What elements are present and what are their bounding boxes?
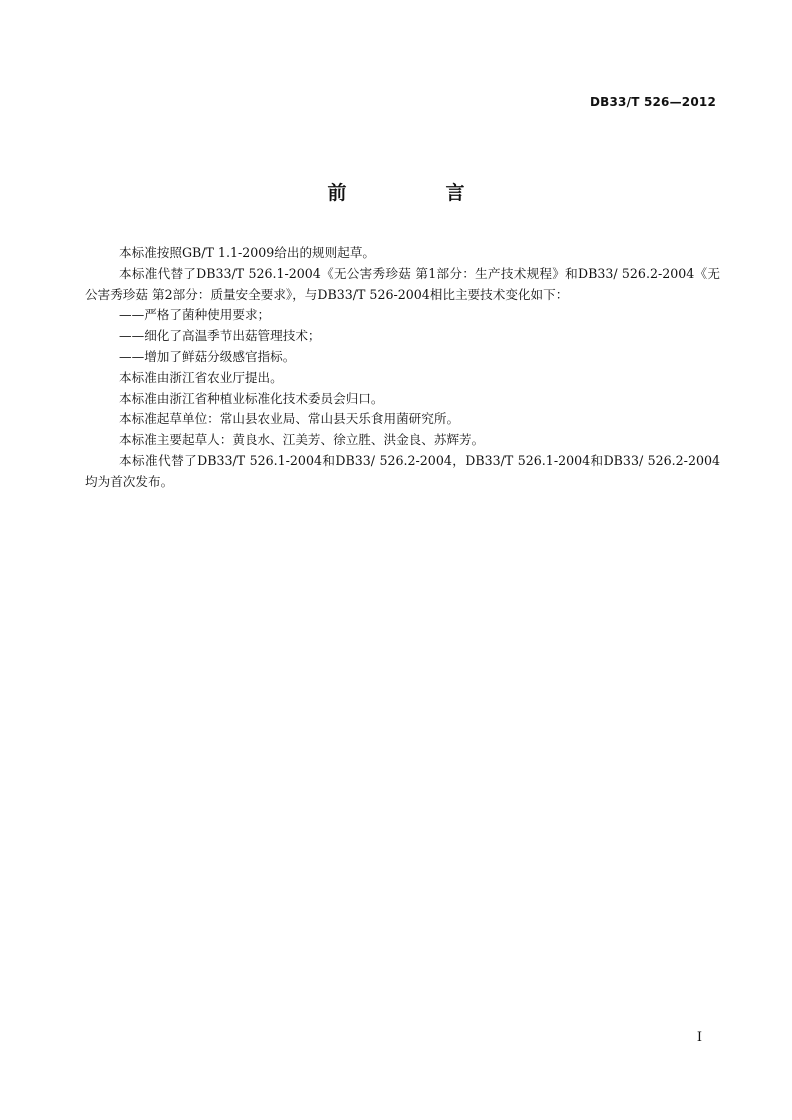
page-number: I xyxy=(696,1030,702,1045)
paragraph-drafting-rules: 本标准按照GB/T 1.1-2009给出的规则起草。 xyxy=(119,245,376,260)
paragraph-proposer: 本标准由浙江省农业厅提出。 xyxy=(119,369,283,385)
paragraph-drafting-units: 本标准起草单位：常山县农业局、常山县天乐食用菌研究所。 xyxy=(119,411,460,427)
list-item-change-2: ——细化了高温季节出菇管理技术； xyxy=(119,328,321,344)
standard-code: DB33/T 526—2012 xyxy=(590,95,716,109)
paragraph-committee: 本标准由浙江省种植业标准化技术委员会归口。 xyxy=(119,390,384,406)
list-item-change-3: ——增加了鲜菇分级感官指标。 xyxy=(119,348,296,364)
paragraph-release-history: 本标准代替了DB33/T 526.1-2004和DB33/ 526.2-2004，DB33/T 526.1-2004和DB33/ 526.2-2004均为首次发布。 xyxy=(85,452,720,489)
foreword-body xyxy=(85,243,720,493)
paragraph-drafters: 本标准主要起草人：黄良水、江美芳、徐立胜、洪金良、苏辉芳。 xyxy=(119,432,485,448)
paragraph-replacement: 本标准代替了DB33/T 526.1-2004《无公害秀珍菇 第1部分：生产技术规程》和DB33/ 526.2-2004《无公害秀珍菇 第2部分：质量安全要求》，与DB33/T 526-2004相比主要技术变化如下： xyxy=(85,265,720,302)
page-title: 前 言 xyxy=(327,182,505,204)
list-item-change-1: ——严格了菌种使用要求； xyxy=(119,307,271,323)
